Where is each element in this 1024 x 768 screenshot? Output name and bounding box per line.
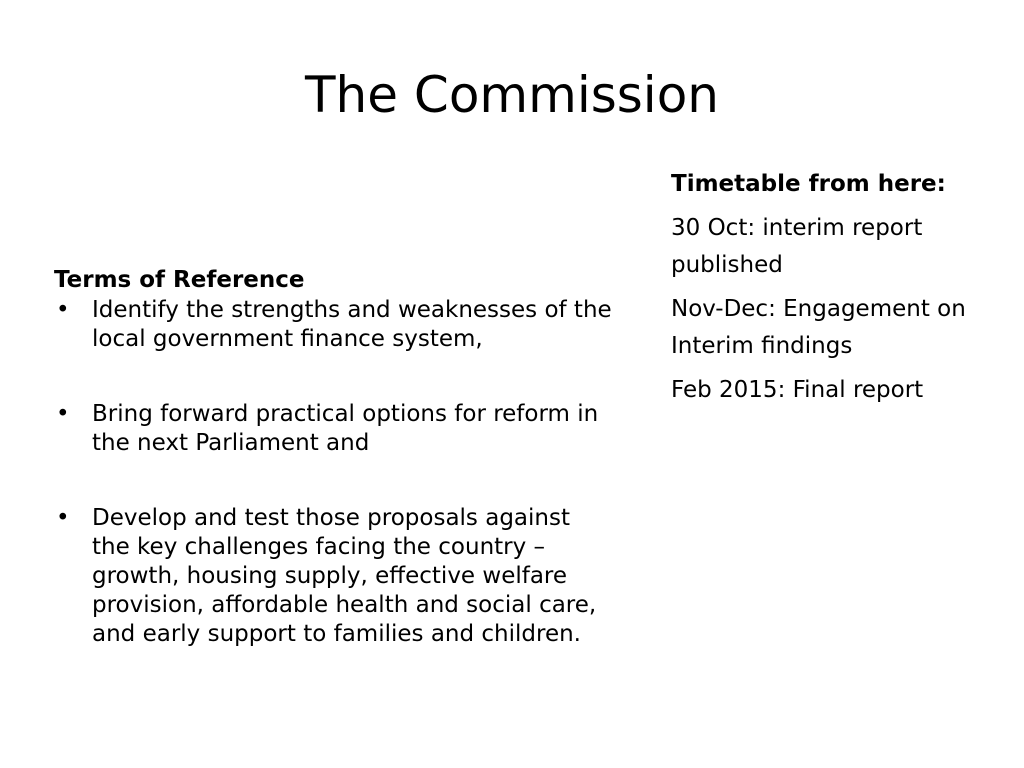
terms-bullet-item (54, 504, 614, 649)
bullet-icon: • (56, 505, 70, 531)
timetable-heading: Timetable from here: (671, 171, 946, 197)
timetable-item: Feb 2015: Final report (671, 377, 924, 403)
terms-of-reference-heading: Terms of Reference (54, 267, 305, 293)
timetable-item: 30 Oct: interim report published (671, 215, 923, 278)
timetable-section (671, 166, 1011, 416)
slide-title: The Commission (305, 66, 719, 124)
terms-bullet-text: Identify the strengths and weaknesses of the local government finance system, (92, 297, 612, 352)
bullet-icon: • (56, 401, 70, 427)
terms-of-reference-section (54, 266, 614, 649)
terms-bullet-item (54, 400, 614, 458)
terms-bullet-text: Bring forward practical options for reform in the next Parliament and (92, 401, 599, 456)
timetable-item: Nov-Dec: Engagement on Interim findings (671, 296, 966, 359)
bullet-icon: • (56, 297, 70, 323)
terms-bullet-list (54, 296, 614, 649)
terms-bullet-item (54, 296, 614, 354)
terms-bullet-text: Develop and test those proposals against the key challenges facing the country – growth, housing supply, effective welfare provision, affordable health and social care, and early support to families and children. (92, 505, 597, 647)
